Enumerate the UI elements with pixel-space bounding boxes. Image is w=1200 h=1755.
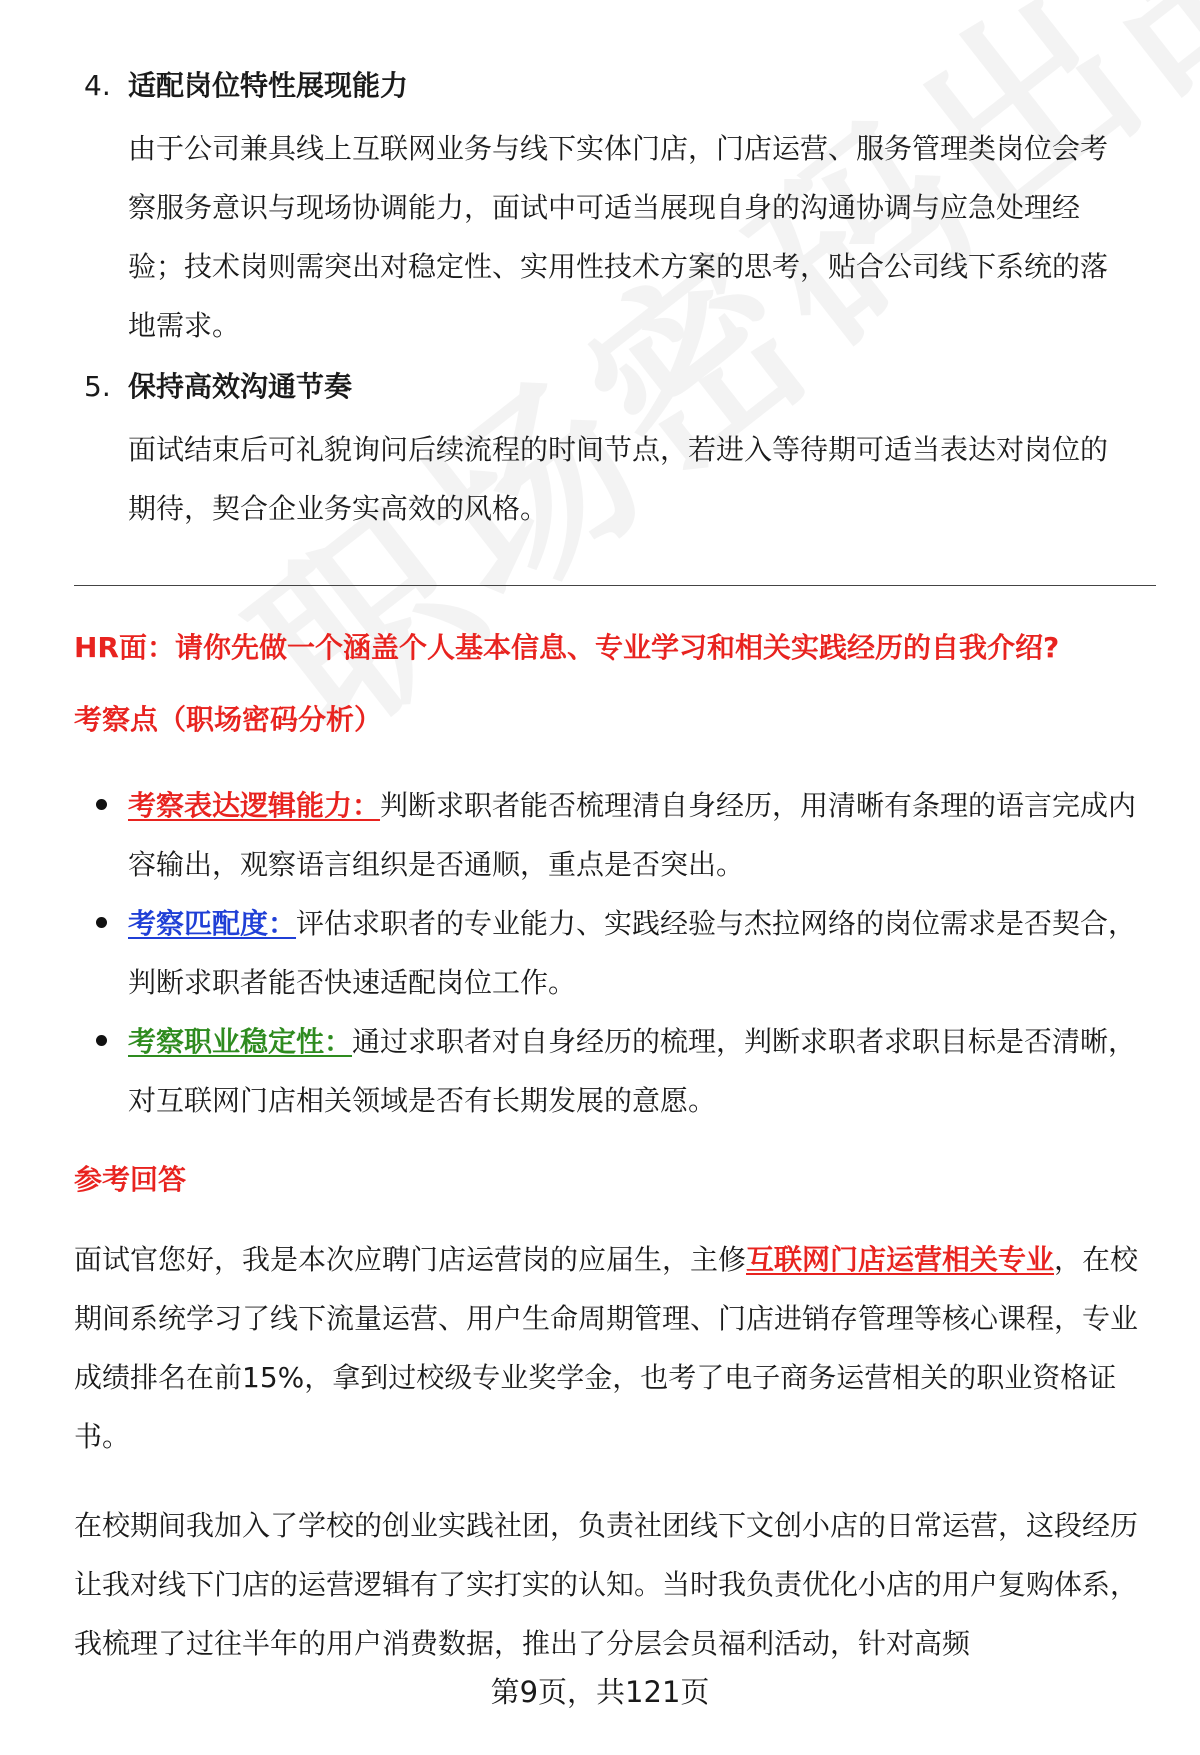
item-title: 保持高效沟通节奏 xyxy=(128,370,353,403)
answer-text: ，在校期间系统学习了线下流量运营、用户生命周期管理、门店进销存管理等核心课程，专业成绩排名在前15%，拿到过校级专业奖学金，也考了电子商务运营相关的职业资格证书。 xyxy=(74,1243,1139,1453)
list-item xyxy=(96,776,1138,894)
list-item xyxy=(96,1012,1138,1130)
analysis-list xyxy=(96,776,1156,1130)
item-title: 适配岗位特性展现能力 xyxy=(128,69,409,102)
bullet-dot-icon xyxy=(96,799,107,810)
numbered-item-5 xyxy=(84,367,1144,538)
item-number: 5. xyxy=(84,370,111,403)
interview-question: HR面：请你先做一个涵盖个人基本信息、专业学习和相关实践经历的自我介绍? xyxy=(74,631,1060,664)
list-item xyxy=(96,894,1138,1012)
bullet-keyword: 考察表达逻辑能力： xyxy=(128,789,381,822)
bullet-text: 评估求职者的专业能力、实践经验与杰拉网络的岗位需求是否契合，判断求职者能否快速适配岗位工作。 xyxy=(128,907,1137,999)
item-heading xyxy=(84,367,1144,407)
bullet-text: 判断求职者能否梳理清自身经历，用清晰有条理的语言完成内容输出，观察语言组织是否通顺，重点是否突出。 xyxy=(128,789,1137,881)
answer-highlight: 互联网门店运营相关专业 xyxy=(746,1243,1055,1276)
page-footer: 第9页，共121页 xyxy=(490,1675,710,1709)
bullet-keyword: 考察职业稳定性： xyxy=(128,1025,353,1058)
item-body: 面试结束后可礼貌询问后续流程的时间节点，若进入等待期可适当表达对岗位的期待，契合企业务实高效的风格。 xyxy=(128,433,1109,525)
item-number: 4. xyxy=(84,69,111,102)
answer-paragraph-1 xyxy=(74,1230,1154,1466)
bullet-text: 通过求职者对自身经历的梳理，判断求职者求职目标是否清晰，对互联网门店相关领域是否有长期发展的意愿。 xyxy=(128,1025,1137,1117)
item-body: 由于公司兼具线上互联网业务与线下实体门店，门店运营、服务管理类岗位会考察服务意识与现场协调能力，面试中可适当展现自身的沟通协调与应急处理经验；技术岗则需突出对稳定性、实用性技术方案的思考，贴合公司线下系统的落地需求。 xyxy=(128,132,1109,342)
numbered-item-4 xyxy=(84,66,1144,355)
answer-title: 参考回答 xyxy=(74,1163,187,1196)
bullet-dot-icon xyxy=(96,1035,107,1046)
answer-text: 面试官您好，我是本次应聘门店运营岗的应届生，主修 xyxy=(74,1243,747,1276)
answer-paragraph-2: 在校期间我加入了学校的创业实践社团，负责社团线下文创小店的日常运营，这段经历让我对线下门店的运营逻辑有了实打实的认知。当时我负责优化小店的用户复购体系，我梳理了过往半年的用户消费数据，推出了分层会员福利活动，针对高频 xyxy=(74,1509,1139,1660)
bullet-dot-icon xyxy=(96,917,107,928)
item-heading xyxy=(84,66,1144,106)
section-divider xyxy=(74,585,1156,586)
analysis-title: 考察点（职场密码分析） xyxy=(74,703,383,736)
bullet-keyword: 考察匹配度： xyxy=(128,907,297,940)
